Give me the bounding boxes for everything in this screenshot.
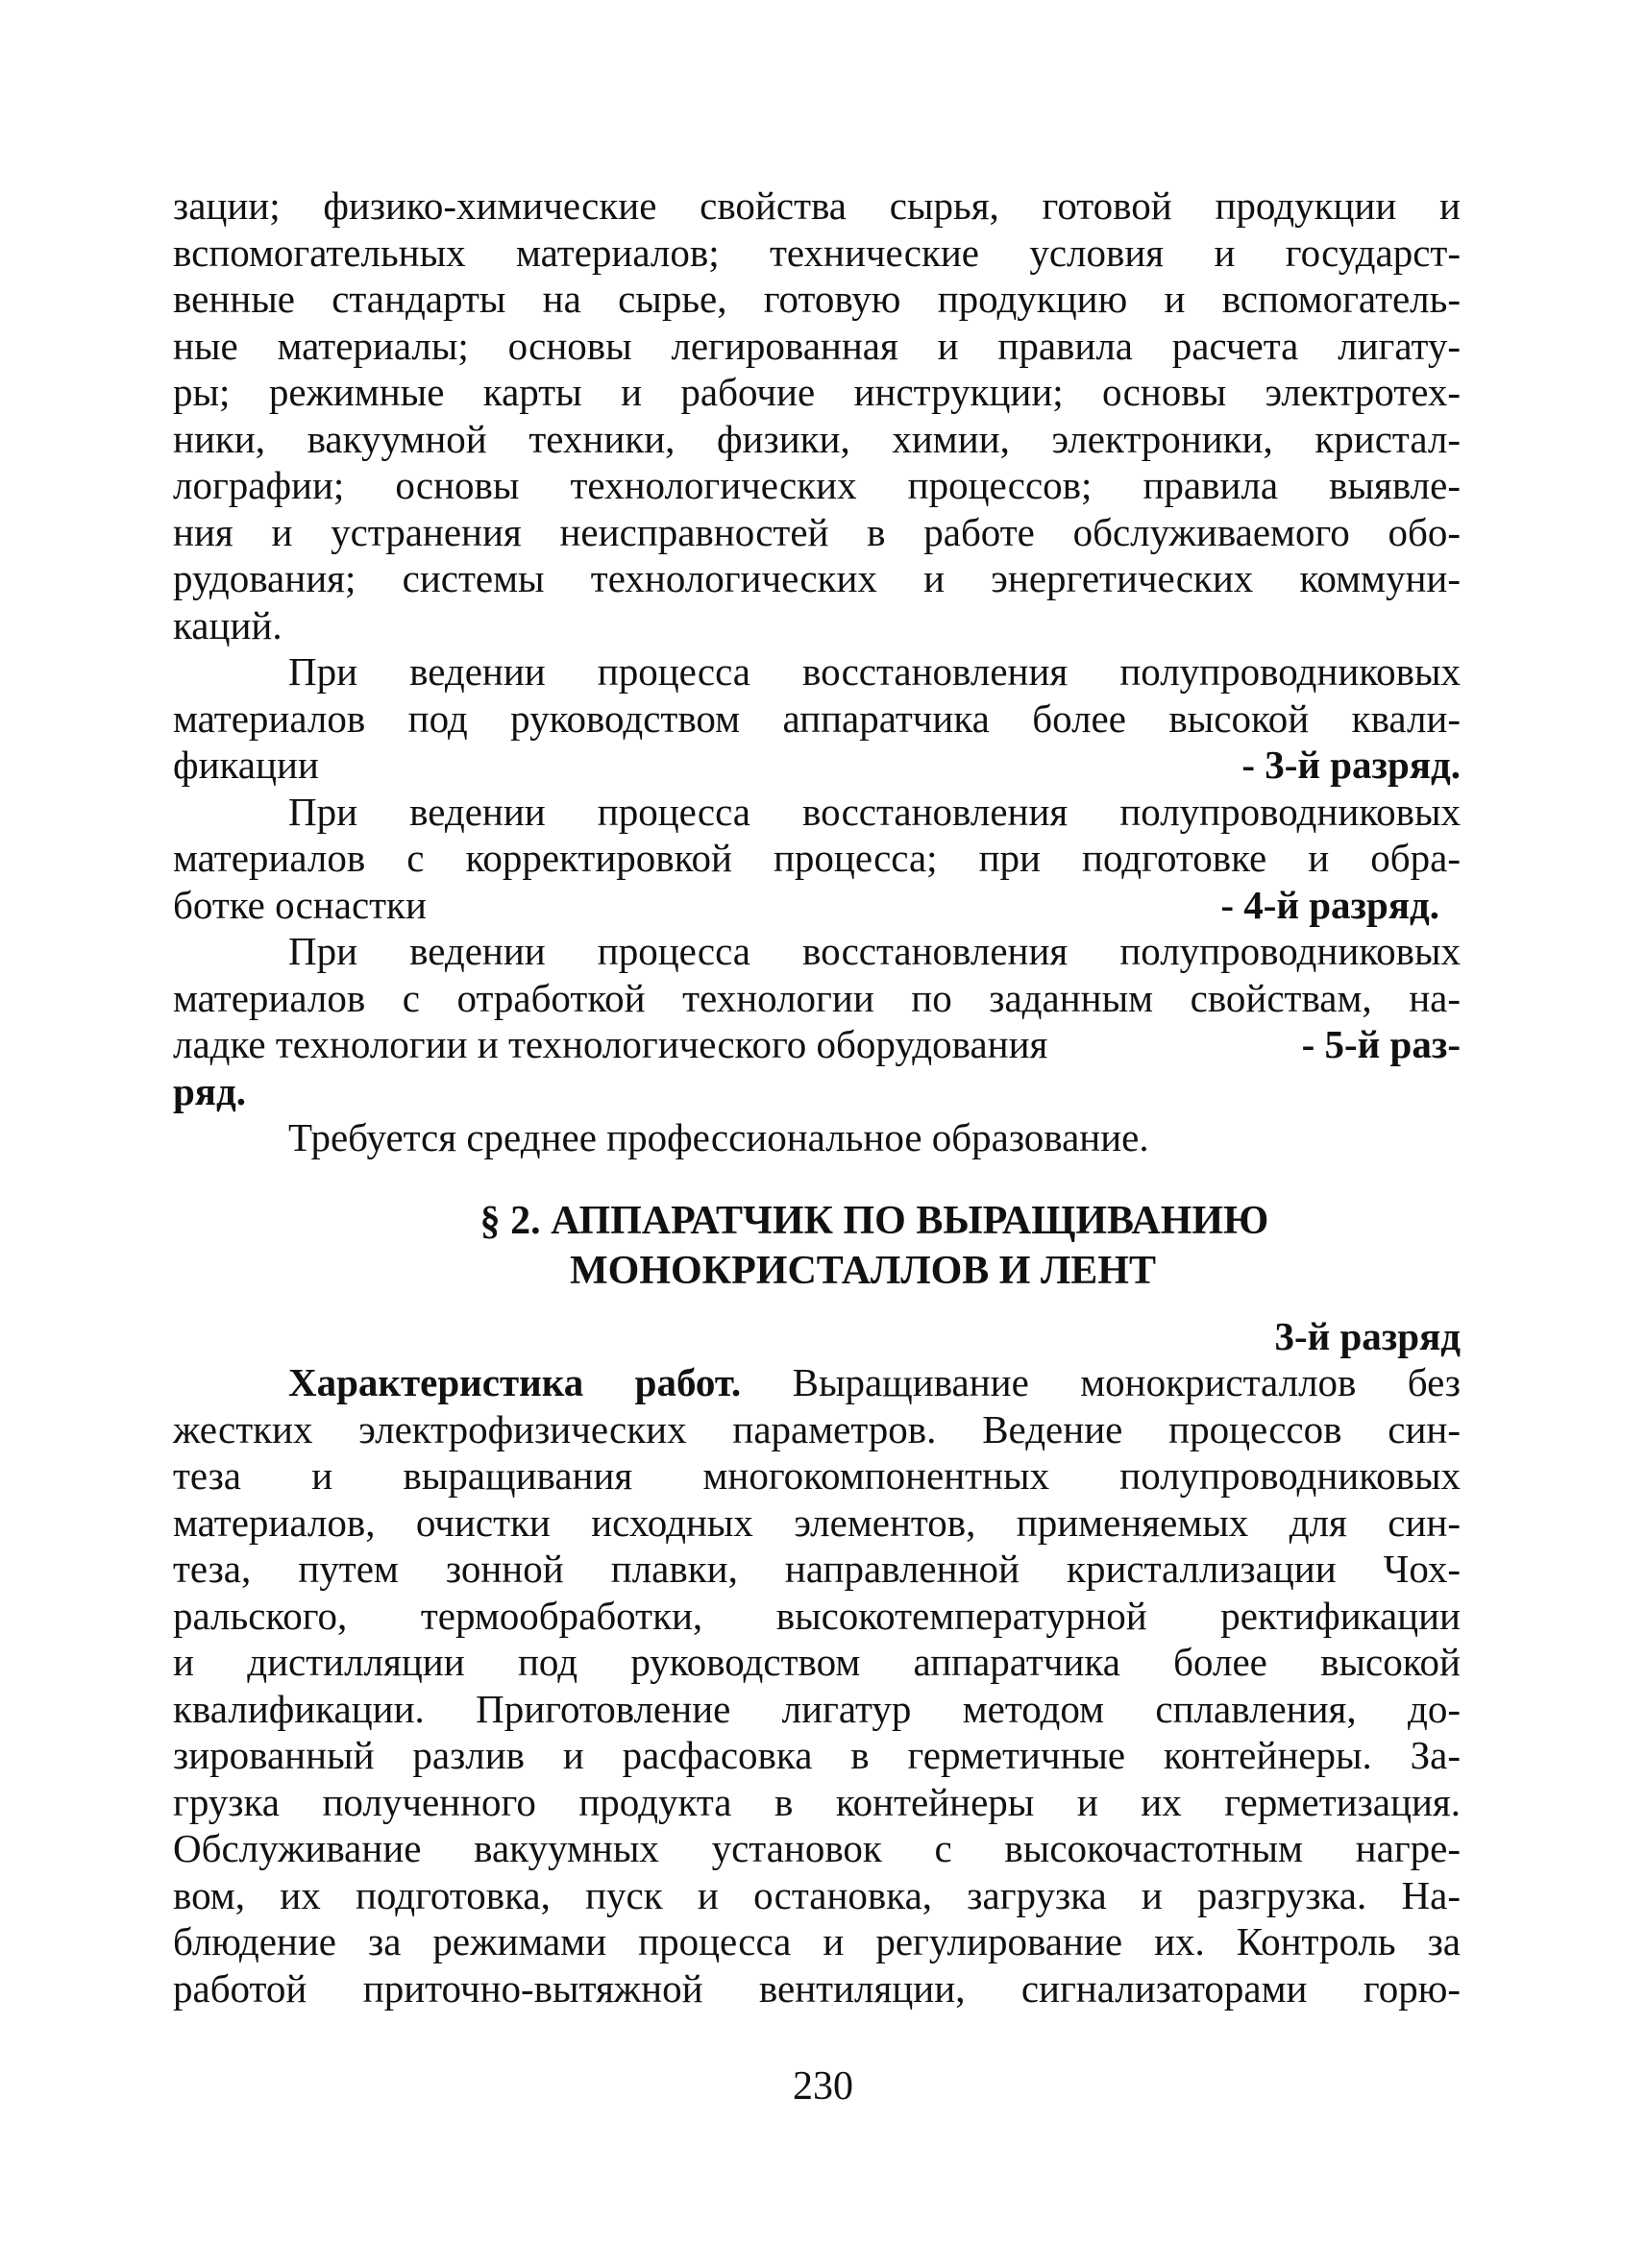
text-line: материалов с корректировкой процесса; при подготовке и обра- (173, 836, 1461, 880)
paragraph-grade-3 (173, 648, 1461, 789)
grade-label: - 5-й раз- (1301, 1022, 1461, 1066)
text-line: блюдение за режимами процесса и регулирование их. Контроль за (173, 1919, 1461, 1963)
text-line: зированный разлив и расфасовка в герметичные контейнеры. За- (173, 1733, 1461, 1777)
text-line: каций. (173, 602, 283, 647)
text-line: ния и устранения неисправностей в работе обслуживаемого обо- (173, 509, 1461, 554)
text-line: ры; режимные карты и рабочие инструкции; основы электротех- (173, 370, 1461, 414)
text-line: При ведении процесса восстановления полупроводниковых (288, 929, 1461, 973)
page-number: 230 (793, 2064, 853, 2109)
text-line: лографии; основы технологических процессов; правила выявле- (173, 463, 1461, 507)
characteristics-label: Характеристика работ. (288, 1360, 742, 1404)
education-requirement: Требуется среднее профессиональное образование. (288, 1115, 1149, 1159)
text-line: При ведении процесса восстановления полупроводниковых (288, 649, 1461, 694)
paragraph-properties (173, 183, 1461, 648)
text-line: работой приточно-вытяжной вентиляции, сигнализаторами горю- (173, 1965, 1461, 2011)
grade-label: - 3-й разряд. (1241, 743, 1461, 787)
section-title-line-1: § 2. АППАРАТЧИК ПО ВЫРАЩИВАНИЮ (479, 1198, 1269, 1243)
paragraph-grade-5 (173, 928, 1461, 1114)
grade-line (173, 742, 1461, 789)
section-title-line-2: МОНОКРИСТАЛЛОВ И ЛЕНТ (570, 1248, 1156, 1293)
paragraph-grade-4 (173, 789, 1461, 929)
text-line: ные материалы; основы легированная и правила расчета лигату- (173, 323, 1461, 368)
text-line: и дистилляции под руководством аппаратчика более высокой (173, 1640, 1461, 1684)
text-line (173, 1359, 1461, 1406)
text-line: ботке оснастки (173, 882, 427, 927)
section-grade: 3-й разряд (1274, 1313, 1461, 1358)
text-line: теза, путем зонной плавки, направленной кристаллизации Чох- (173, 1547, 1461, 1591)
text-line: ники, вакуумной техники, физики, химии, электроники, кристал- (173, 416, 1461, 461)
text-line: ладке технологии и технологического оборудования (173, 1022, 1048, 1066)
text-fragment: Выращивание монокристаллов без (792, 1360, 1461, 1404)
text-line: рудования; системы технологических и энергетических коммуни- (173, 556, 1461, 600)
text-line: ральского, термообработки, высокотемпературной ректификации (173, 1593, 1461, 1638)
text-line: При ведении процесса восстановления полупроводниковых (288, 789, 1461, 834)
grade-line (173, 1021, 1461, 1068)
paragraph-characteristics (173, 1359, 1461, 2012)
text-line: грузка полученного продукта в контейнеры и их герметизация. (173, 1779, 1461, 1824)
text-line: теза и выращивания многокомпонентных полупроводниковых (173, 1453, 1461, 1498)
page-content (173, 183, 1461, 2012)
grade-line (173, 882, 1461, 929)
text-line: материалов с отработкой технологии по заданным свойствам, на- (173, 975, 1461, 1020)
grade-label-continued: ряд. (173, 1068, 246, 1113)
text-line: Обслуживание вакуумных установок с высокочастотным нагре- (173, 1826, 1461, 1870)
text-line: зации; физико-химические свойства сырья, готовой продукции и (173, 183, 1461, 228)
section-heading (173, 1196, 1461, 1296)
text-line: вом, их подготовка, пуск и остановка, загрузка и разгрузка. На- (173, 1872, 1461, 1917)
text-line: жестких электрофизических параметров. Ведение процессов син- (173, 1406, 1461, 1451)
text-line: венные стандарты на сырье, готовую продукцию и вспомогатель- (173, 277, 1461, 321)
text-line: материалов, очистки исходных элементов, применяемых для син- (173, 1500, 1461, 1545)
grade-label: - 4-й разряд. (1220, 882, 1439, 927)
text-line: материалов под руководством аппаратчика более высокой квали- (173, 695, 1461, 741)
text-line: фикации (173, 743, 319, 787)
text-line: вспомогательных материалов; технические условия и государст- (173, 230, 1461, 275)
text-line: квалификации. Приготовление лигатур методом сплавления, до- (173, 1686, 1461, 1731)
